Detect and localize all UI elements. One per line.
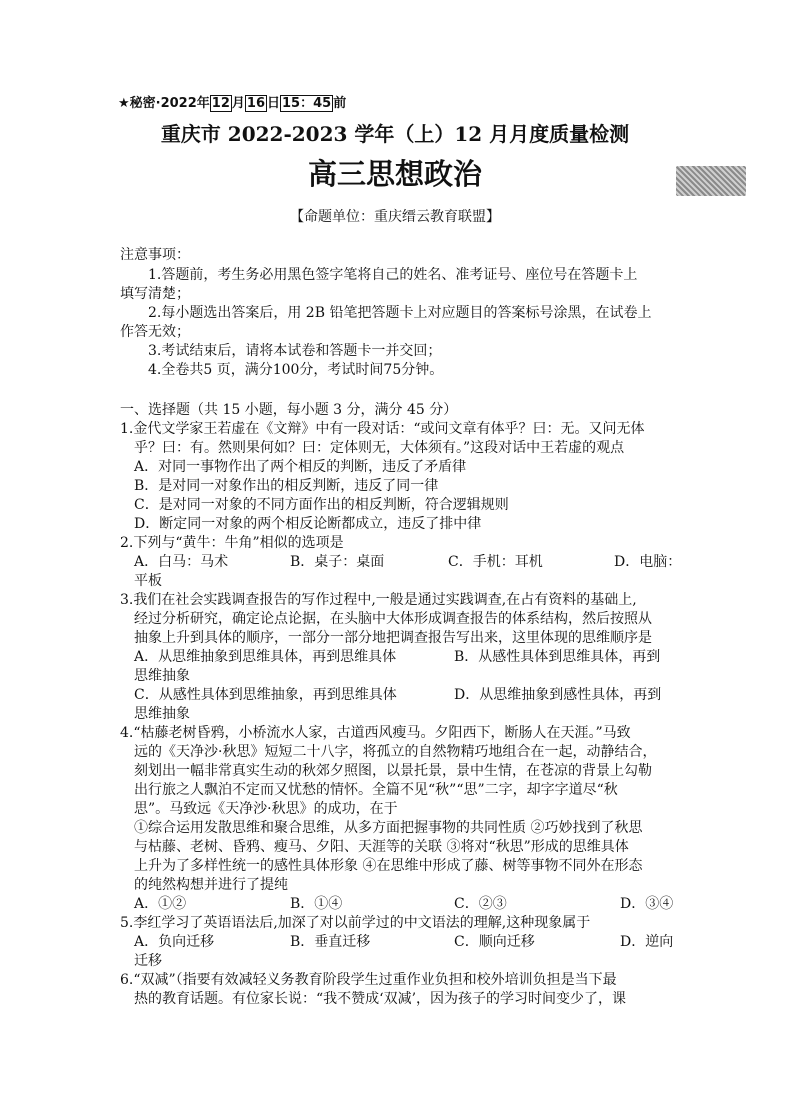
question-4-option-d: D．③④ <box>620 896 674 912</box>
question-2-option-a: A．白马：马术 <box>134 554 229 570</box>
question-3-option-a: A．从思维抽象到思维具体，再到思维具体 <box>134 649 397 665</box>
question-2-option-d-cont: 平板 <box>134 573 162 589</box>
question-4-text: 远的《天净沙·秋思》短短二十八字，将孤立的自然物精巧地组合在一起，动静结合， <box>134 744 657 760</box>
question-1-option-b: B．是对同一对象作出的相反判断，违反了同一律 <box>134 478 439 494</box>
section-heading: 一、选择题（共 15 小题，每小题 3 分，满分 45 分） <box>120 402 458 418</box>
confidential-prefix: ★秘密·2022 <box>118 96 197 111</box>
question-3-option-b-cont: 思维抽象 <box>134 668 190 684</box>
question-3-text: 经过分析研究，确定论点论据，在头脑中大体形成调查报告的体系结构，然后按照从 <box>134 611 652 627</box>
secret-month-suffix: 月 <box>231 96 245 111</box>
confidential-stamp-line <box>118 96 346 112</box>
question-4-text: ①综合运用发散思维和聚合思维，从多方面把握事物的共同性质 ②巧妙找到了秋思 <box>134 820 643 836</box>
question-1-text: 乎？曰：有。然则果何如？曰：定体则无，大体须有。”这段对话中王若虚的观点 <box>134 440 625 456</box>
question-4-option-b: B．①④ <box>290 896 343 912</box>
question-1-option-d: D．断定同一对象的两个相反论断都成立，违反了排中律 <box>134 516 482 532</box>
question-3-option-c: C．从感性具体到思维抽象，再到思维具体 <box>134 687 397 703</box>
secret-day: 16 <box>246 96 265 111</box>
question-6-text: 热的教育话题。有位家长说：“我不赞成‘双减’，因为孩子的学习时间变少了，课 <box>134 991 627 1007</box>
question-5-option-d: D．逆向 <box>620 934 674 950</box>
question-2-option-b: B．桌子：桌面 <box>290 554 385 570</box>
secret-year-suffix: 年 <box>196 96 210 111</box>
question-4-option-a: A．①② <box>134 896 187 912</box>
exam-title: 重庆市 2022-2023 学年（上）12 月月度质量检测 <box>160 122 630 146</box>
question-4-text: 出行旅之人飘泊不定而又忧愁的情怀。全篇不见“秋”“思”二字，却字字道尽“秋 <box>134 782 618 798</box>
question-3-option-d-cont: 思维抽象 <box>134 706 190 722</box>
exam-subject: 高三思想政治 <box>307 157 482 191</box>
question-1-text: 1.金代文学家王若虚在《文辩》中有一段对话：“或问文章有体乎？曰：无。又问无体 <box>120 421 645 437</box>
question-4-text: 与枯藤、老树、昏鸦、瘦马、夕阳、天涯等的关联 ③将对“秋思”形成的思维具体 <box>134 839 629 855</box>
question-5-text: 5.李红学习了英语语法后,加深了对以前学过的中文语法的理解,这种现象属于 <box>120 915 591 931</box>
question-1-option-c: C．是对同一对象的不同方面作出的相反判断，符合逻辑规则 <box>134 497 509 513</box>
question-3-option-b: B．从感性具体到思维具体，再到 <box>454 649 661 665</box>
notice-line: 作答无效； <box>120 324 190 340</box>
question-4-text: 上升为了多样性统一的感性具体形象 ④在思维中形成了藤、树等事物不同外在形态 <box>134 858 643 874</box>
question-5-option-c: C．顺向迁移 <box>454 934 535 950</box>
watermark-stamp-icon <box>676 166 746 196</box>
question-5-option-b: B．垂直迁移 <box>290 934 371 950</box>
question-4-text: 4.“枯藤老树昏鸦，小桥流水人家，古道西风瘦马。夕阳西下，断肠人在天涯。”马致 <box>120 725 631 741</box>
question-4-text: 刻划出一幅非常真实生动的秋郊夕照图，以景托景，景中生情，在苍凉的背景上勾勒 <box>134 763 652 779</box>
question-4-text: 的纯然构想并进行了提纯 <box>134 877 288 893</box>
question-5-option-d-cont: 迁移 <box>134 953 162 969</box>
question-2-text: 2.下列与“黄牛：牛角”相似的选项是 <box>120 535 344 551</box>
secret-month: 12 <box>211 96 230 111</box>
secret-time-suffix: 前 <box>333 96 347 111</box>
secret-day-suffix: 日 <box>267 96 281 111</box>
notice-line: 4.全卷共5 页，满分100分，考试时间75分钟。 <box>148 362 444 378</box>
notice-line: 填写清楚； <box>120 286 190 302</box>
question-3-text: 抽象上升到具体的顺序，一部分一部分地把调查报告写出来，这里体现的思维顺序是 <box>134 630 652 646</box>
question-2-option-d: D．电脑： <box>614 554 682 570</box>
question-3-option-d: D．从思维抽象到感性具体，再到 <box>454 687 662 703</box>
notice-heading: 注意事项： <box>120 247 190 263</box>
question-2-option-c: C．手机：耳机 <box>448 554 543 570</box>
notice-line: 1.答题前，考生务必用黑色签字笔将自己的姓名、准考证号、座位号在答题卡上 <box>148 267 638 283</box>
issuing-unit: 【命题单位：重庆缙云教育联盟】 <box>290 209 500 225</box>
notice-line: 3.考试结束后，请将本试卷和答题卡一并交回； <box>148 343 442 359</box>
question-3-text: 3.我们在社会实践调查报告的写作过程中,一般是通过实践调查,在占有资料的基础上, <box>120 592 637 608</box>
question-4-text: 思”。马致远《天净沙·秋思》的成功，在于 <box>134 801 398 817</box>
question-4-option-c: C．②③ <box>454 896 507 912</box>
secret-time: 15：45 <box>282 96 332 111</box>
notice-line: 2.每小题选出答案后，用 2B 铅笔把答题卡上对应题目的答案标号涂黑，在试卷上 <box>148 305 652 321</box>
question-6-text: 6.“双减”（指要有效减轻义务教育阶段学生过重作业负担和校外培训负担是当下最 <box>120 972 617 988</box>
question-1-option-a: A．对同一事物作出了两个相反的判断，违反了矛盾律 <box>134 459 467 475</box>
question-5-option-a: A．负向迁移 <box>134 934 215 950</box>
